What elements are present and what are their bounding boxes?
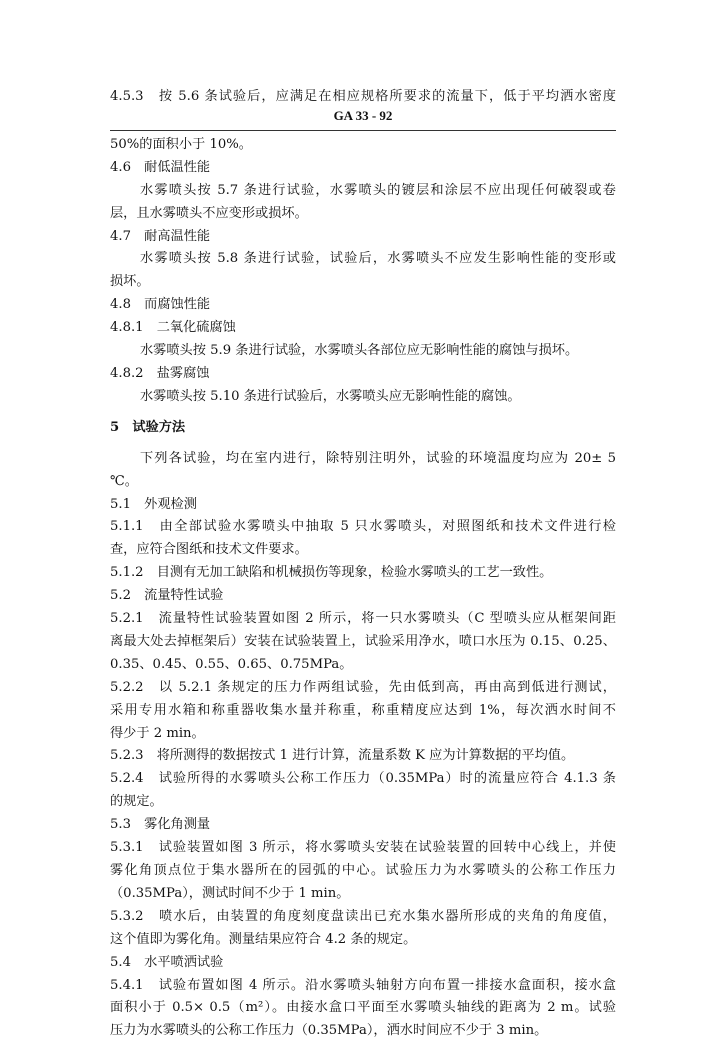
text-line: 水雾喷头按 5.7 条进行试验，水雾喷头的镀层和涂层不应出现任何破裂或卷 <box>140 182 616 198</box>
clause-heading: 4.7 耐高温性能 <box>110 228 211 244</box>
text-line: 的规定。 <box>110 794 163 810</box>
text-line: 50%的面积小于 10%。 <box>110 136 252 152</box>
text-line: 查，应符合图纸和技术文件要求。 <box>110 542 308 558</box>
text-line: 5.2.1 流量特性试验装置如图 2 所示，将一只水雾喷头（C 型喷头应从框架间距 <box>110 611 616 627</box>
text-line: 5.2.4 试验所得的水雾喷头公称工作压力（0.35MPa）时的流量应符合 4.1.3 条 <box>110 771 616 787</box>
header-rule <box>110 130 616 131</box>
text-line: 5.2.3 将所测得的数据按式 1 进行计算，流量系数 K 应为计算数据的平均值。 <box>110 748 575 764</box>
text-line: 水雾喷头按 5.10 条进行试验后，水雾喷头应无影响性能的腐蚀。 <box>140 388 521 404</box>
text-line: 得少于 2 min。 <box>110 725 205 741</box>
clause-heading: 4.8.1 二氧化硫腐蚀 <box>110 320 236 336</box>
text-line: 0.35、0.45、0.55、0.65、0.75MPa。 <box>110 656 353 672</box>
text-line: 5.1.1 由全部试验水雾喷头中抽取 5 只水雾喷头，对照图纸和技术文件进行检 <box>110 519 616 535</box>
standard-code-header: GA 33 - 92 <box>333 107 393 123</box>
text-line: 5.3.1 试验装置如图 3 所示，将水雾喷头安装在试验装置的回转中心线上，并使 <box>110 840 616 856</box>
text-line: 这个值即为雾化角。测量结果应符合 4.2 条的规定。 <box>110 931 417 947</box>
text-line: 5.1.2 目测有无加工缺陷和机械损伤等现象，检验水雾喷头的工艺一致性。 <box>110 565 553 581</box>
text-line: ℃。 <box>110 473 138 489</box>
text-line: 水雾喷头按 5.9 条进行试验，水雾喷头各部位应无影响性能的腐蚀与损坏。 <box>140 343 579 359</box>
section-title: 5 试验方法 <box>110 419 186 435</box>
text-line: 离最大处去掉框架后）安装在试验装置上，试验采用净水，喷口水压为 0.15、0.25、 <box>110 633 616 649</box>
text-line: 水雾喷头按 5.8 条进行试验，试验后，水雾喷头不应发生影响性能的变形或 <box>140 251 616 267</box>
document-page <box>110 86 616 1043</box>
clause-heading: 5.3 雾化角测量 <box>110 817 211 833</box>
text-line: 5.2.2 以 5.2.1 条规定的压力作两组试验，先由低到高，再由高到低进行测试， <box>110 679 616 695</box>
text-line: 损坏。 <box>110 274 150 290</box>
clause-heading: 5.1 外观检测 <box>110 496 197 512</box>
clause-heading: 4.8.2 盐雾腐蚀 <box>110 365 210 381</box>
text-line: 层，且水雾喷头不应变形或损坏。 <box>110 205 308 221</box>
text-line: 5.4.1 试验布置如图 4 所示。沿水雾喷头轴射方向布置一排接水盒面积，接水盒 <box>110 977 616 993</box>
clause-heading: 5.2 流量特性试验 <box>110 588 224 604</box>
text-line: 压力为水雾喷头的公称工作压力（0.35MPa），洒水时间应不少于 3 min。 <box>110 1023 548 1039</box>
text-line: 雾化角顶点位于集水器所在的园弧的中心。试验压力为水雾喷头的公称工作压力 <box>110 863 616 878</box>
text-line: 面积小于 0.5× 0.5（m²）。由接水盒口平面至水雾喷头轴线的距离为 2 m。试验 <box>110 1000 616 1016</box>
clause-heading: 5.4 水平喷洒试验 <box>110 954 224 970</box>
clause-heading: 4.8 而腐蚀性能 <box>110 297 211 313</box>
text-line: 下列各试验，均在室内进行，除特别注明外，试验的环境温度均应为 20± 5 <box>140 450 616 466</box>
text-line: 5.3.2 喷水后，由装置的角度刻度盘读出已充水集水器所形成的夹角的角度值， <box>110 908 616 924</box>
text-line: 采用专用水箱和称重器收集水量并称重，称重精度应达到 1%，每次洒水时间不 <box>110 702 616 718</box>
text-line: 4.5.3 按 5.6 条试验后，应满足在相应规格所要求的流量下，低于平均洒水密度 <box>110 89 616 104</box>
clause-heading: 4.6 耐低温性能 <box>110 159 211 175</box>
text-line: （0.35MPa），测试时间不少于 1 min。 <box>110 885 350 901</box>
